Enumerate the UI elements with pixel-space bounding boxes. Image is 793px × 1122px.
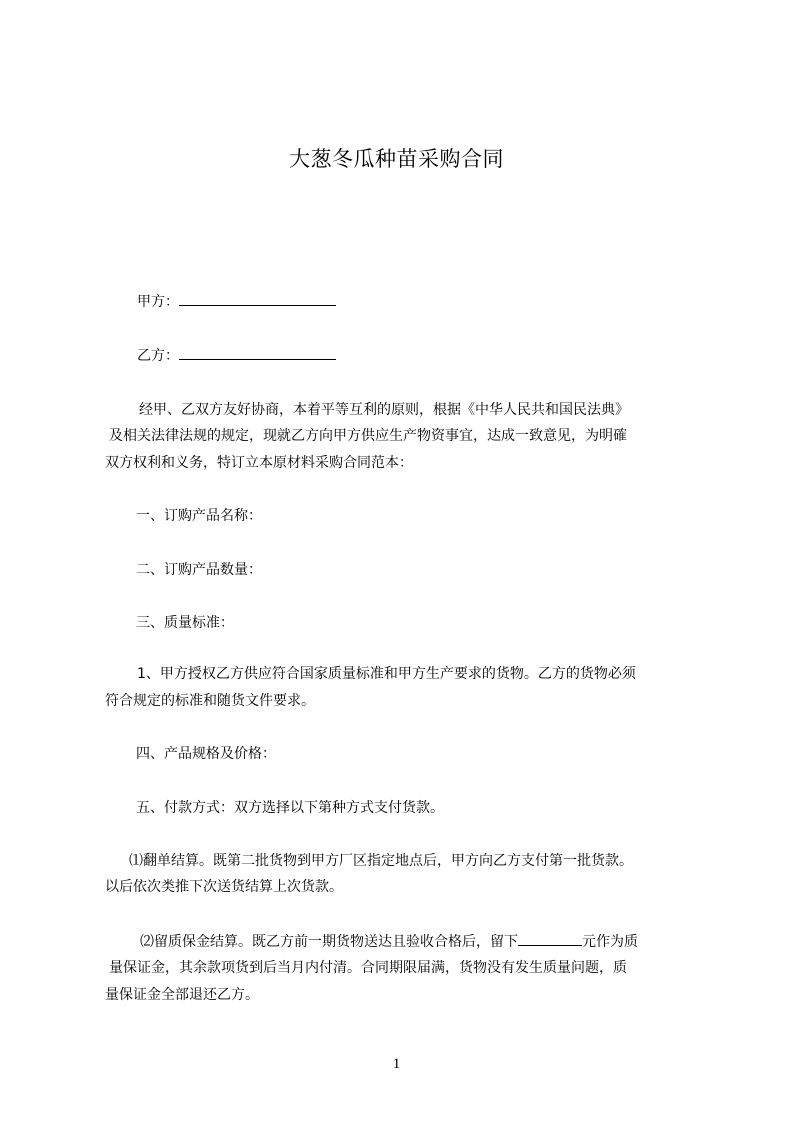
payment-2-line-1 [140,932,638,951]
payment-2-line-2: 量保证金，其余款项货到后当月内付清。合同期限届满，货物没有发生质量问题，质 [109,960,627,976]
party-b-line [137,346,336,365]
intro-line-3: 双方权利和义务，特订立本原材料采购合同范本： [105,455,413,471]
intro-line-1: 经甲、乙双方友好协商，本着平等互利的原则，根据《中华人民共和国民法典》 [139,402,629,418]
section-2-heading: 二、订购产品数量： [136,562,262,578]
party-b-label: 乙方： [137,348,179,364]
payment-2-text-before: ⑵留质保金结算。既乙方前一期货物送达且验收合格后，留下 [140,934,518,950]
document-title: 大葱冬瓜种苗采购合同 [289,147,504,171]
payment-1-line-2: 以后依次类推下次送货结算上次货款。 [105,879,343,895]
retention-amount-blank [518,932,582,946]
section-5-heading: 五、付款方式：双方选择以下第种方式支付货款。 [136,800,444,816]
party-a-blank [179,292,336,306]
page-number: 1 [392,1056,401,1072]
clause-3-1-line-1: 1、甲方授权乙方供应符合国家质量标准和甲方生产要求的货物。乙方的货物必须 [137,666,636,682]
section-3-heading: 三、质量标准： [136,615,234,631]
payment-1-line-1: ⑴翻单结算。既第二批货物到甲方厂区指定地点后，甲方向乙方支付第一批货款。 [129,853,633,869]
party-b-blank [179,346,336,360]
clause-3-1-line-2: 符合规定的标准和随货文件要求。 [105,693,315,709]
party-a-line [137,292,336,311]
party-a-label: 甲方： [137,294,179,310]
payment-2-text-after: 元作为质 [582,934,638,950]
section-4-heading: 四、产品规格及价格： [136,746,276,762]
section-1-heading: 一、订购产品名称： [136,508,262,524]
intro-line-2: 及相关法律法规的规定，现就乙方向甲方供应生产物资事宜，达成一致意见，为明確 [109,428,627,444]
payment-2-line-3: 量保证金全部退还乙方。 [105,987,259,1003]
